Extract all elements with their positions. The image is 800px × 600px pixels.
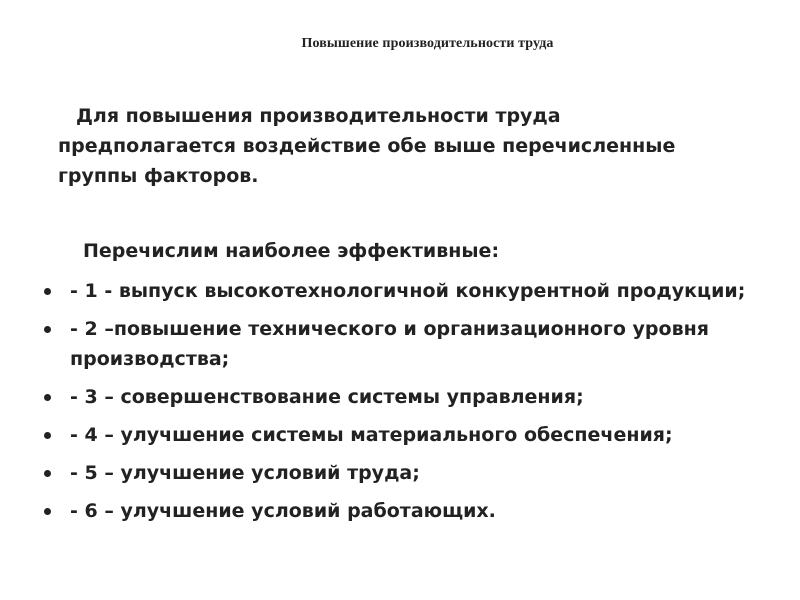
intro-paragraph: Для повышения производительности труда предполагается воздействие обе выше перечисленные группы факторов.: [58, 105, 676, 187]
list-item: [40, 382, 780, 412]
bullet-icon: [44, 326, 51, 333]
bullet-icon: [44, 288, 51, 295]
list-item: [40, 420, 780, 450]
list-item-text: - 5 – улучшение условий труда;: [70, 462, 420, 484]
list-lead: Перечислим наиболее эффективные:: [83, 240, 500, 262]
bullet-list: [40, 276, 780, 534]
slide-title: Повышение производительности труда: [301, 36, 554, 51]
list-item-text: - 6 – улучшение условий работающих.: [70, 500, 496, 522]
list-item-text: - 3 – совершенствование системы управления;: [70, 386, 584, 408]
list-item-text: - 4 – улучшение системы материального обеспечения;: [70, 424, 673, 446]
list-item-text: - 1 - выпуск высокотехнологичной конкурентной продукции;: [70, 280, 746, 302]
list-item: [40, 276, 780, 306]
list-item: [40, 458, 780, 488]
bullet-icon: [44, 432, 51, 439]
bullet-icon: [44, 394, 51, 401]
list-item: [40, 314, 780, 374]
list-item: [40, 496, 780, 526]
list-item-text: - 2 –повышение технического и организационного уровня производства;: [70, 318, 709, 370]
bullet-icon: [44, 470, 51, 477]
bullet-icon: [44, 508, 51, 515]
